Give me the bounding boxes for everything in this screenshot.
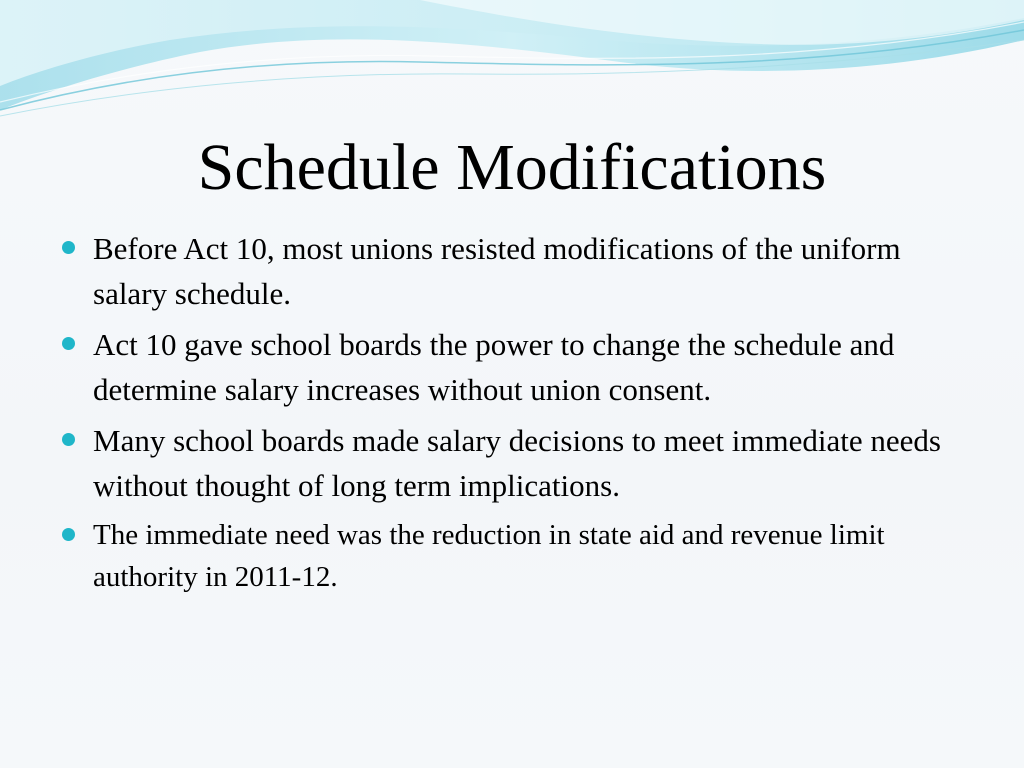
bullet-dot-icon bbox=[62, 528, 75, 541]
bullet-text: Many school boards made salary decisions to meet immediate needs without thought of long term implications. bbox=[93, 423, 941, 503]
header-wave-decoration bbox=[0, 0, 1024, 130]
slide-title: Schedule Modifications bbox=[197, 131, 827, 204]
bullet-item bbox=[60, 226, 970, 316]
bullet-dot-icon bbox=[62, 337, 75, 350]
bullet-dot-icon bbox=[62, 433, 75, 446]
bullet-item bbox=[60, 514, 970, 598]
bullet-list bbox=[60, 226, 970, 604]
bullet-item bbox=[60, 418, 970, 508]
bullet-dot-icon bbox=[62, 241, 75, 254]
bullet-text: The immediate need was the reduction in state aid and revenue limit authority in 2011-12. bbox=[93, 519, 885, 593]
bullet-text: Before Act 10, most unions resisted modifications of the uniform salary schedule. bbox=[93, 231, 901, 311]
bullet-item bbox=[60, 322, 970, 412]
bullet-text: Act 10 gave school boards the power to change the schedule and determine salary increases without union consent. bbox=[93, 327, 895, 407]
